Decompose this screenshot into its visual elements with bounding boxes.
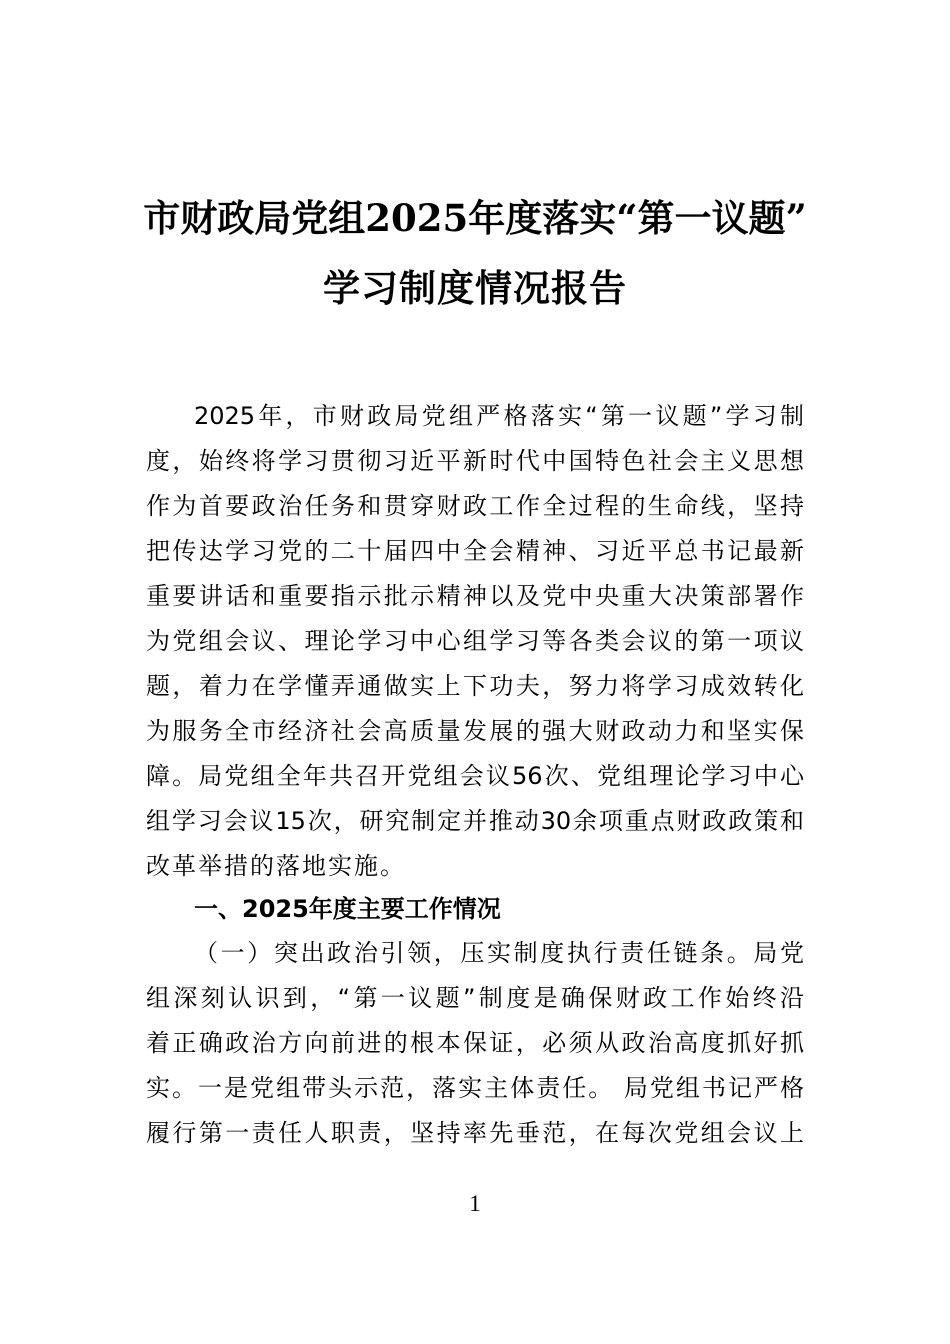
paragraph-line: 改革举措的落地实施。 <box>146 852 406 880</box>
paragraph-line: 障。局党组全年共召开党组会议56次、党组理论学习中心 <box>146 762 804 790</box>
paragraph-line: 把传达学习党的二十届四中全会精神、习近平总书记最新 <box>146 537 804 565</box>
paragraph-line: 为党组会议、理论学习中心组学习等各类会议的第一项议 <box>146 627 804 655</box>
paragraph-line: 重要讲话和重要指示批示精神以及党中央重大决策部署作 <box>146 582 804 610</box>
document-title-line-2: 学习制度情况报告 <box>323 266 627 310</box>
paragraph-line: 为服务全市经济社会高质量发展的强大财政动力和坚实保 <box>146 717 804 745</box>
paragraph-line: 作为首要政治任务和贯穿财政工作全过程的生命线，坚持 <box>146 492 804 520</box>
paragraph-line: 着正确政治方向前进的根本保证，必须从政治高度抓好抓 <box>146 1029 804 1057</box>
page-number: 1 <box>469 1191 481 1216</box>
paragraph-line: 履行第一责任人职责，坚持率先垂范，在每次党组会议上 <box>146 1119 804 1147</box>
paragraph-line: （一）突出政治引领，压实制度执行责任链条。局党 <box>194 939 804 967</box>
paragraph-line: 组学习会议15次，研究制定并推动30余项重点财政政策和 <box>146 807 804 835</box>
paragraph-line: 实。一是党组带头示范，落实主体责任。 局党组书记严格 <box>146 1074 804 1102</box>
document-title-line-1: 市财政局党组2025年度落实“第一议题” <box>143 196 807 240</box>
paragraph-line: 度，始终将学习贯彻习近平新时代中国特色社会主义思想 <box>146 447 804 475</box>
section-heading: 一、2025年度主要工作情况 <box>194 895 501 923</box>
paragraph-line: 2025年，市财政局党组严格落实“第一议题”学习制 <box>194 402 804 430</box>
paragraph-line: 组深刻认识到，“第一议题”制度是确保财政工作始终沿 <box>146 984 804 1012</box>
paragraph-line: 题，着力在学懂弄通做实上下功夫，努力将学习成效转化 <box>146 672 804 700</box>
